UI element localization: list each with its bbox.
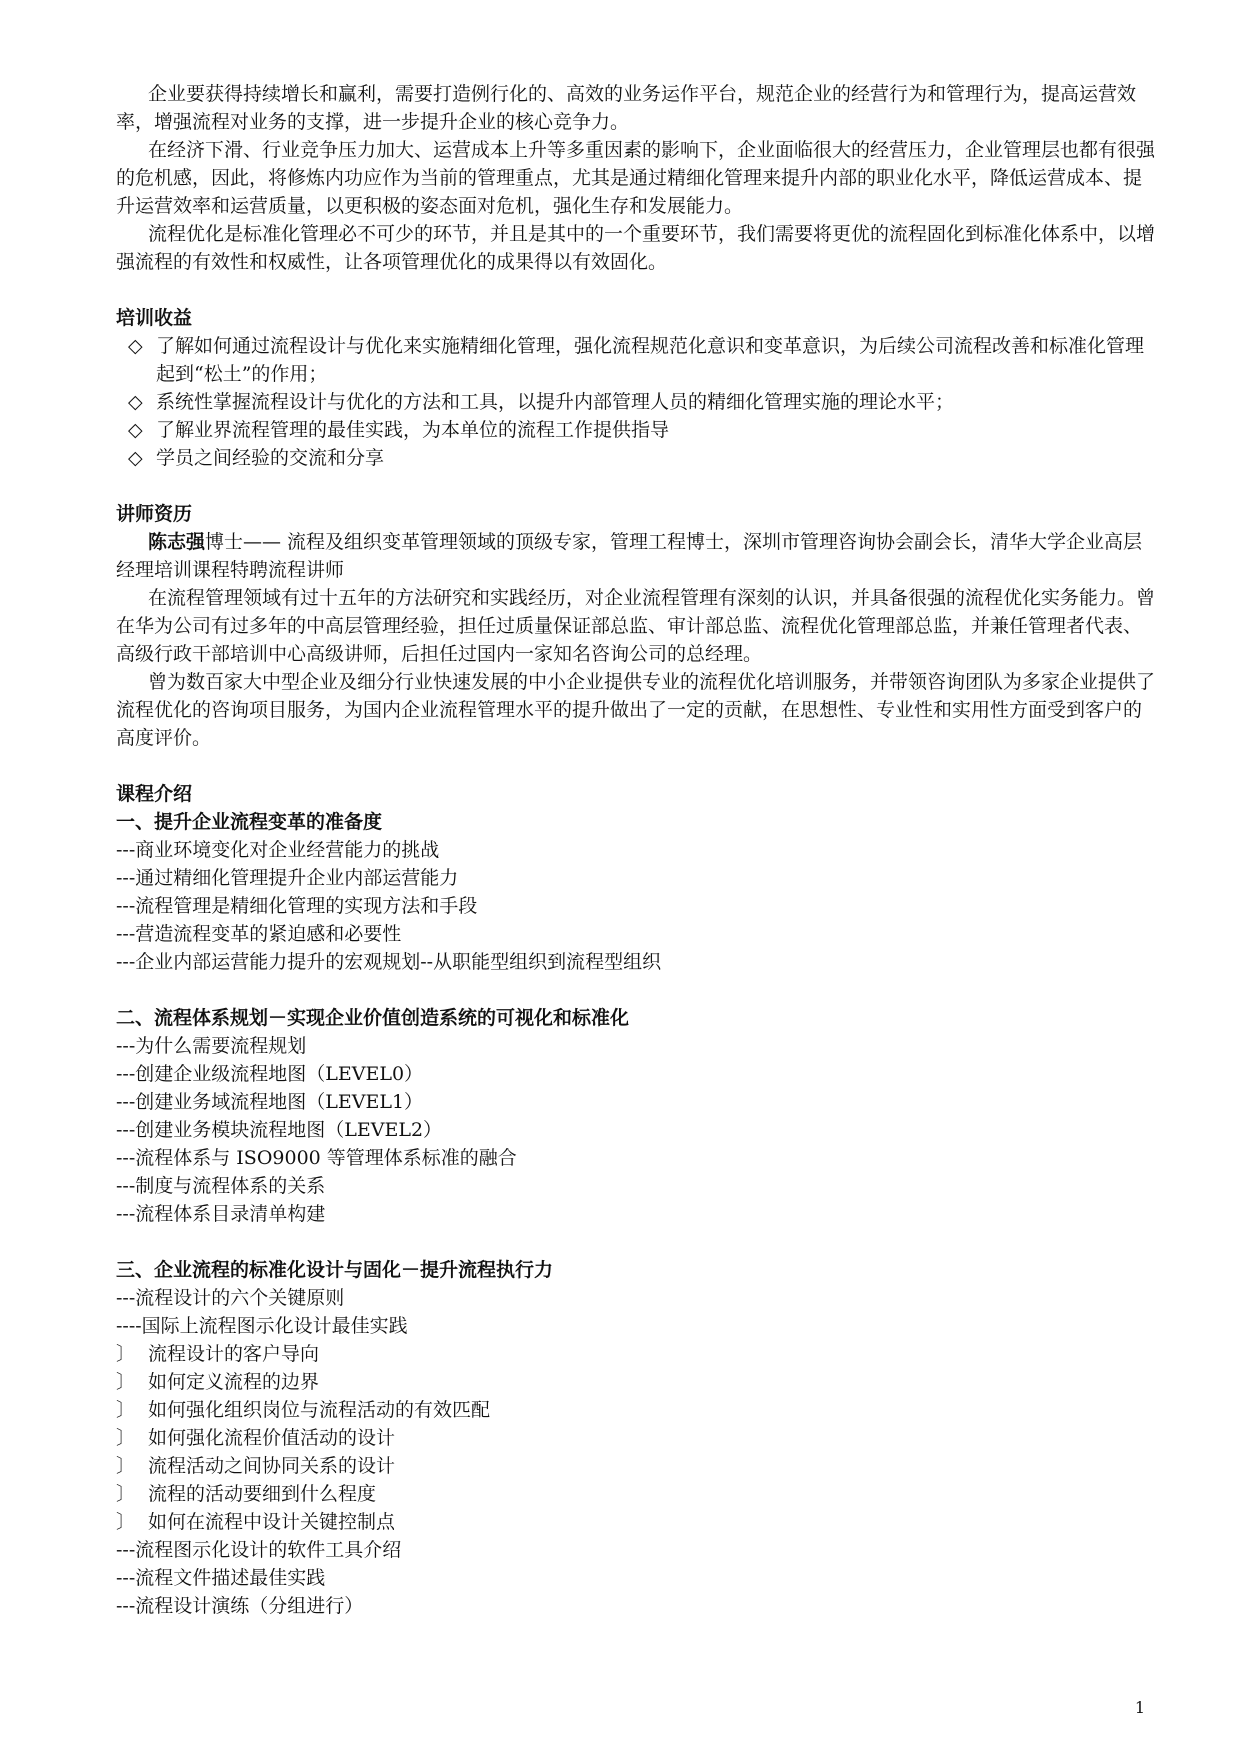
list-item: ---创建企业级流程地图（LEVEL0） xyxy=(116,1063,424,1085)
sub-list-item: 〕 如何强化流程价值活动的设计 xyxy=(116,1424,1156,1452)
course-heading: 课程介绍 xyxy=(116,783,193,805)
course-section-3-title: 三、企业流程的标准化设计与固化－提升流程执行力 xyxy=(116,1259,554,1281)
course-section-2-title: 二、流程体系规划－实现企业价值创造系统的可视化和标准化 xyxy=(116,1007,630,1029)
lecturer-name: 陈志强 xyxy=(148,531,206,553)
benefit-item xyxy=(116,444,1156,472)
page-number: 1 xyxy=(1134,1698,1145,1717)
intro-paragraph-2: 在经济下滑、行业竞争压力加大、运营成本上升等多重因素的影响下，企业面临很大的经营压力，企业管理层也都有很强的危机感，因此，将修炼内功应作为当前的管理重点，尤其是通过精细化管理来提升内部的职业化水平，降低运营成本、提升运营效率和运营质量，以更积极的姿态面对危机，强化生存和发展能力。 xyxy=(116,139,1156,217)
list-item: ---流程体系目录清单构建 xyxy=(116,1203,326,1225)
sub-list-item: 〕 流程的活动要细到什么程度 xyxy=(116,1480,1156,1508)
lecturer-paragraph-2: 曾为数百家大中型企业及细分行业快速发展的中小企业提供专业的流程优化培训服务，并带领咨询团队为多家企业提供了流程优化的咨询项目服务，为国内企业流程管理水平的提升做出了一定的贡献，在思想性、专业性和实用性方面受到客户的高度评价。 xyxy=(116,671,1156,749)
diamond-bullet-icon: ◇ xyxy=(128,447,143,469)
list-item: ---创建业务模块流程地图（LEVEL2） xyxy=(116,1119,443,1141)
bracket-bullet-icon: 〕 xyxy=(116,1343,136,1365)
list-item: ---制度与流程体系的关系 xyxy=(116,1175,326,1197)
lecturer-heading: 讲师资历 xyxy=(116,503,193,525)
bracket-bullet-icon: 〕 xyxy=(116,1371,136,1393)
benefits-heading: 培训收益 xyxy=(116,307,193,329)
list-item: ---创建业务域流程地图（LEVEL1） xyxy=(116,1091,424,1113)
benefit-item xyxy=(116,332,1156,388)
list-item: ---商业环境变化对企业经营能力的挑战 xyxy=(116,839,440,861)
list-item: ----国际上流程图示化设计最佳实践 xyxy=(116,1315,408,1337)
bracket-bullet-icon: 〕 xyxy=(116,1483,136,1505)
benefit-item xyxy=(116,416,1156,444)
benefit-text: 了解如何通过流程设计与优化来实施精细化管理，强化流程规范化意识和变革意识，为后续公司流程改善和标准化管理起到“松土”的作用； xyxy=(156,335,1145,385)
list-item: ---通过精细化管理提升企业内部运营能力 xyxy=(116,867,459,889)
intro-paragraph-3: 流程优化是标准化管理必不可少的环节，并且是其中的一个重要环节，我们需要将更优的流程固化到标准化体系中，以增强流程的有效性和权威性，让各项管理优化的成果得以有效固化。 xyxy=(116,223,1156,273)
course-section-1-title: 一、提升企业流程变革的准备度 xyxy=(116,811,383,833)
list-item: ---企业内部运营能力提升的宏观规划--从职能型组织到流程型组织 xyxy=(116,951,662,973)
list-item: ---流程文件描述最佳实践 xyxy=(116,1567,326,1589)
list-item: ---流程设计的六个关键原则 xyxy=(116,1287,345,1309)
bracket-bullet-icon: 〕 xyxy=(116,1455,136,1477)
benefit-text: 学员之间经验的交流和分享 xyxy=(156,447,385,469)
bracket-bullet-icon: 〕 xyxy=(116,1511,136,1533)
lecturer-intro-text: 博士—— 流程及组织变革管理领域的顶级专家，管理工程博士，深圳市管理咨询协会副会长，清华大学企业高层经理培训课程特聘流程讲师 xyxy=(116,531,1143,581)
benefit-text: 系统性掌握流程设计与优化的方法和工具，以提升内部管理人员的精细化管理实施的理论水平； xyxy=(156,391,955,413)
benefits-list xyxy=(116,332,1156,472)
sub-list-item: 〕 如何在流程中设计关键控制点 xyxy=(116,1508,1156,1536)
lecturer-intro xyxy=(116,528,1156,584)
lecturer-paragraph-1: 在流程管理领域有过十五年的方法研究和实践经历，对企业流程管理有深刻的认识，并具备很强的流程优化实务能力。曾在华为公司有过多年的中高层管理经验，担任过质量保证部总监、审计部总监、流程优化管理部总监，并兼任管理者代表、高级行政干部培训中心高级讲师，后担任过国内一家知名咨询公司的总经理。 xyxy=(116,587,1156,665)
diamond-bullet-icon: ◇ xyxy=(128,335,143,357)
intro-paragraph-1: 企业要获得持续增长和赢利，需要打造例行化的、高效的业务运作平台，规范企业的经营行为和管理行为，提高运营效率，增强流程对业务的支撑，进一步提升企业的核心竞争力。 xyxy=(116,83,1137,133)
list-item: ---流程管理是精细化管理的实现方法和手段 xyxy=(116,895,478,917)
list-item: ---流程体系与 ISO9000 等管理体系标准的融合 xyxy=(116,1147,517,1169)
list-item: ---流程图示化设计的软件工具介绍 xyxy=(116,1539,402,1561)
list-item: ---营造流程变革的紧迫感和必要性 xyxy=(116,923,402,945)
list-item: ---为什么需要流程规划 xyxy=(116,1035,307,1057)
course-section-3-list xyxy=(116,1284,1156,1340)
sub-list-item: 〕 如何强化组织岗位与流程活动的有效匹配 xyxy=(116,1396,1156,1424)
list-item: ---流程设计演练（分组进行） xyxy=(116,1595,364,1617)
sub-list-item: 〕 流程设计的客户导向 xyxy=(116,1340,1156,1368)
benefit-item xyxy=(116,388,1156,416)
sub-list-item: 〕 如何定义流程的边界 xyxy=(116,1368,1156,1396)
diamond-bullet-icon: ◇ xyxy=(128,391,143,413)
course-section-3-sublist xyxy=(116,1340,1156,1536)
course-section-2-list xyxy=(116,1032,1156,1228)
course-section-3-list-after xyxy=(116,1536,1156,1620)
bracket-bullet-icon: 〕 xyxy=(116,1399,136,1421)
sub-list-item: 〕 流程活动之间协同关系的设计 xyxy=(116,1452,1156,1480)
course-section-1-list xyxy=(116,836,1156,976)
document-page xyxy=(116,80,1156,1620)
diamond-bullet-icon: ◇ xyxy=(128,419,143,441)
bracket-bullet-icon: 〕 xyxy=(116,1427,136,1449)
benefit-text: 了解业界流程管理的最佳实践，为本单位的流程工作提供指导 xyxy=(156,419,670,441)
